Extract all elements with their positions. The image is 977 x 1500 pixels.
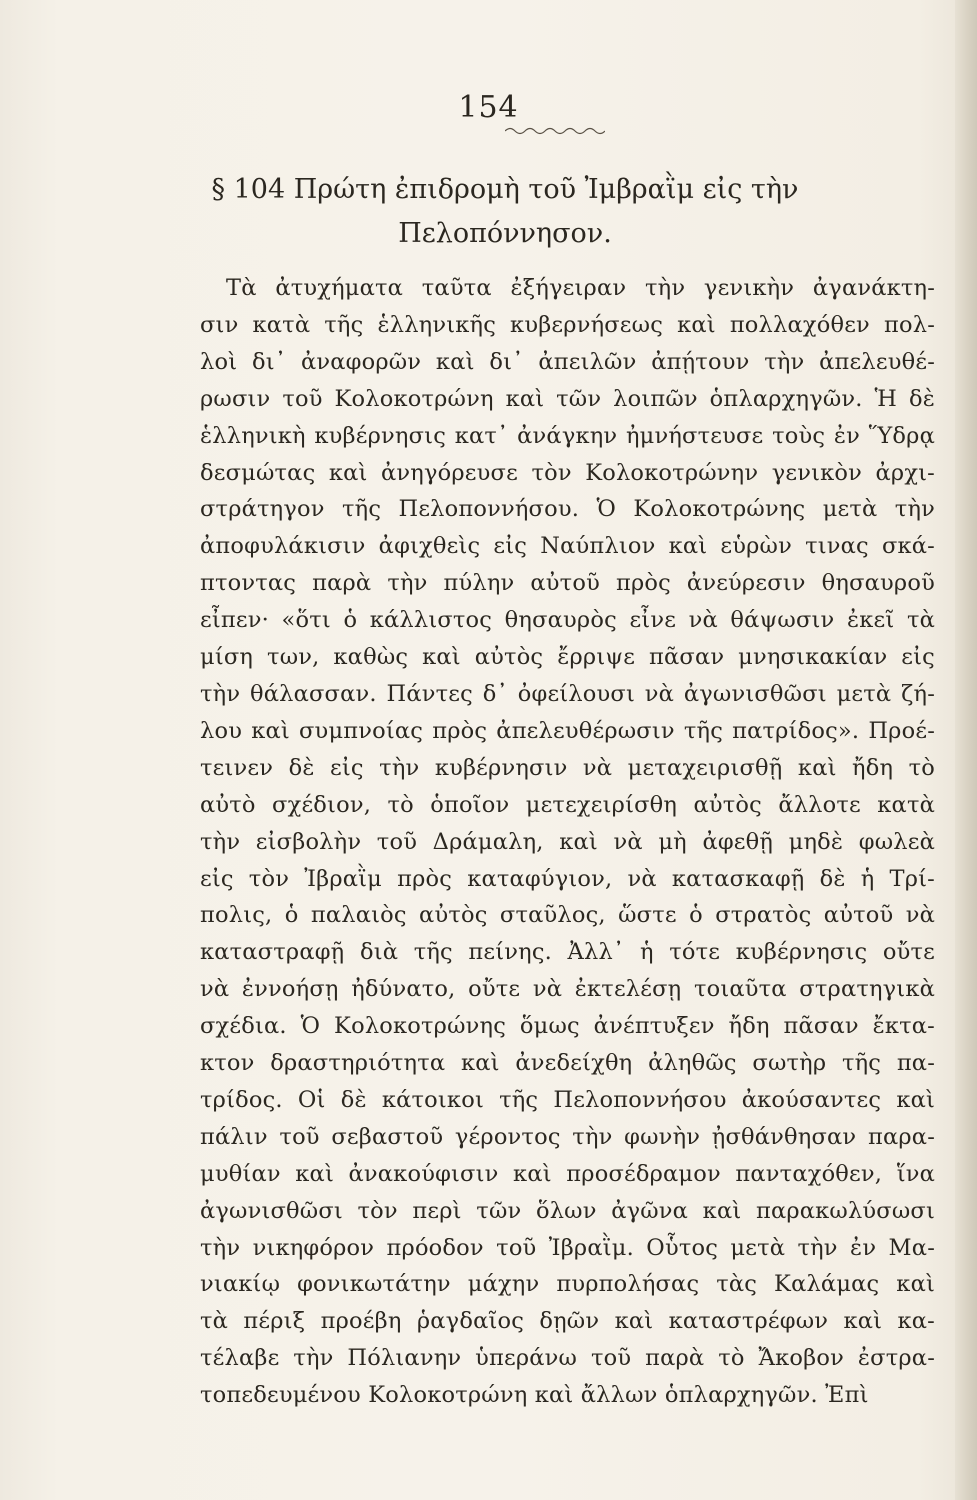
section-heading-line-2: Πελοπόννησον. [398,218,612,249]
text-line: κτον δραστηριότητα καὶ ἀνεδείχθη ἀληθῶς σωτὴρ τῆς πα- [200,1050,935,1077]
text-line: εἰς τὸν Ἰβραῒμ πρὸς καταφύγιον, νὰ κατασκαφῇ δὲ ἡ Τρί- [200,865,935,892]
text-line: Τὰ ἀτυχήματα ταῦτα ἐξήγειραν τὴν γενικὴν ἀγανάκτη- [226,275,935,301]
text-line: νιακίῳ φονικωτάτην μάχην πυρπολήσας τὰς Καλάμας καὶ [200,1271,935,1298]
text-line: πτοντας παρὰ τὴν πύλην αὐτοῦ πρὸς ἀνεύρεσιν θησαυροῦ [200,570,935,597]
text-line: δεσμώτας καὶ ἀνηγόρευσε τὸν Κολοκοτρώνην γενικὸν ἀρχι- [200,459,935,486]
text-line: εἶπεν· «ὅτι ὁ κάλλιστος θησαυρὸς εἶνε νὰ θάψωσιν ἐκεῖ τὰ [200,607,935,634]
text-line: νὰ ἐννοήσῃ ἠδύνατο, οὔτε νὰ ἐκτελέσῃ τοιαῦτα στρατηγικὰ [200,976,935,1003]
text-line: σχέδια. Ὁ Κολοκοτρώνης ὅμως ἀνέπτυξεν ἤδη πᾶσαν ἔκτα- [200,1013,935,1040]
text-line: λοὶ δι᾽ ἀναφορῶν καὶ δι᾽ ἀπειλῶν ἀπῄτουν τὴν ἀπελευθέ- [200,348,935,375]
text-line: τὴν νικηφόρον πρόοδον τοῦ Ἰβραῒμ. Οὗτος μετὰ τὴν ἐν Μα- [200,1234,935,1261]
text-line: καταστραφῇ διὰ τῆς πείνης. Ἀλλ᾽ ἡ τότε κυβέρνησις οὔτε [200,939,935,966]
text-line: ἀποφυλάκισιν ἀφιχθεὶς εἰς Ναύπλιον καὶ εὑρὼν τινας σκά- [200,533,935,560]
text-line: ρωσιν τοῦ Κολοκοτρώνη καὶ τῶν λοιπῶν ὁπλαρχηγῶν. Ἡ δὲ [200,385,935,412]
text-line: στράτηγον τῆς Πελοποννήσου. Ὁ Κολοκοτρώνης μετὰ τὴν [200,496,935,523]
page-edge [955,0,977,1500]
text-line: τὴν εἰσβολὴν τοῦ Δράμαλη, καὶ νὰ μὴ ἀφεθῇ μηδὲ φωλεὰ [200,828,935,855]
text-line: πάλιν τοῦ σεβαστοῦ γέροντος τὴν φωνὴν ᾐσθάνθησαν παρα- [200,1123,935,1150]
page-number: 154 [458,90,519,125]
text-line: τεινεν δὲ εἰς τὴν κυβέρνησιν νὰ μεταχειρισθῇ καὶ ἤδη τὸ [200,754,935,781]
text-line: λου καὶ συμπνοίας πρὸς ἀπελευθέρωσιν τῆς πατρίδος». Προέ- [200,717,935,744]
text-line: μυθίαν καὶ ἀνακούφισιν καὶ προσέδραμον πανταχόθεν, ἵνα [200,1160,935,1187]
text-line: τρίδος. Οἱ δὲ κάτοικοι τῆς Πελοποννήσου ἀκούσαντες καὶ [200,1086,935,1113]
section-heading-line-1: § 104 Πρώτη ἐπιδρομὴ τοῦ Ἰμβραῒμ εἰς τὴν [211,174,799,205]
text-line: ἀγωνισθῶσι τὸν περὶ τῶν ὅλων ἀγῶνα καὶ παρακωλύσωσι [200,1197,935,1224]
text-line: μίση των, καθὼς καὶ αὐτὸς ἔρριψε πᾶσαν μνησικακίαν εἰς [200,644,935,671]
text-line: ἑλληνικὴ κυβέρνησις κατ᾽ ἀνάγκην ἠμνήστευσε τοὺς ἐν Ὕδρᾳ [200,422,935,449]
text-line: τὰ πέριξ προέβη ῥαγδαῖος δῃῶν καὶ καταστρέφων καὶ κα- [200,1308,935,1335]
wavy-ornament [505,125,605,135]
text-line: τέλαβε τὴν Πόλιανην ὑπεράνω τοῦ παρὰ τὸ Ἄκοβον ἐστρα- [200,1345,935,1372]
text-line: τὴν θάλασσαν. Πάντες δ᾽ ὀφείλουσι νὰ ἀγωνισθῶσι μετὰ ζή- [200,680,935,707]
text-line: πολις, ὁ παλαιὸς αὐτὸς σταῦλος, ὥστε ὁ στρατὸς αὐτοῦ νὰ [200,902,935,929]
text-line: τοπεδευμένου Κολοκοτρώνη καὶ ἄλλων ὁπλαρχηγῶν. Ἐπὶ [200,1382,869,1409]
section-heading [195,168,815,256]
body-text [200,270,935,1414]
text-line: αὐτὸ σχέδιον, τὸ ὁποῖον μετεχειρίσθη αὐτὸς ἄλλοτε κατὰ [200,791,935,818]
text-line: σιν κατὰ τῆς ἑλληνικῆς κυβερνήσεως καὶ πολλαχόθεν πολ- [200,311,935,338]
